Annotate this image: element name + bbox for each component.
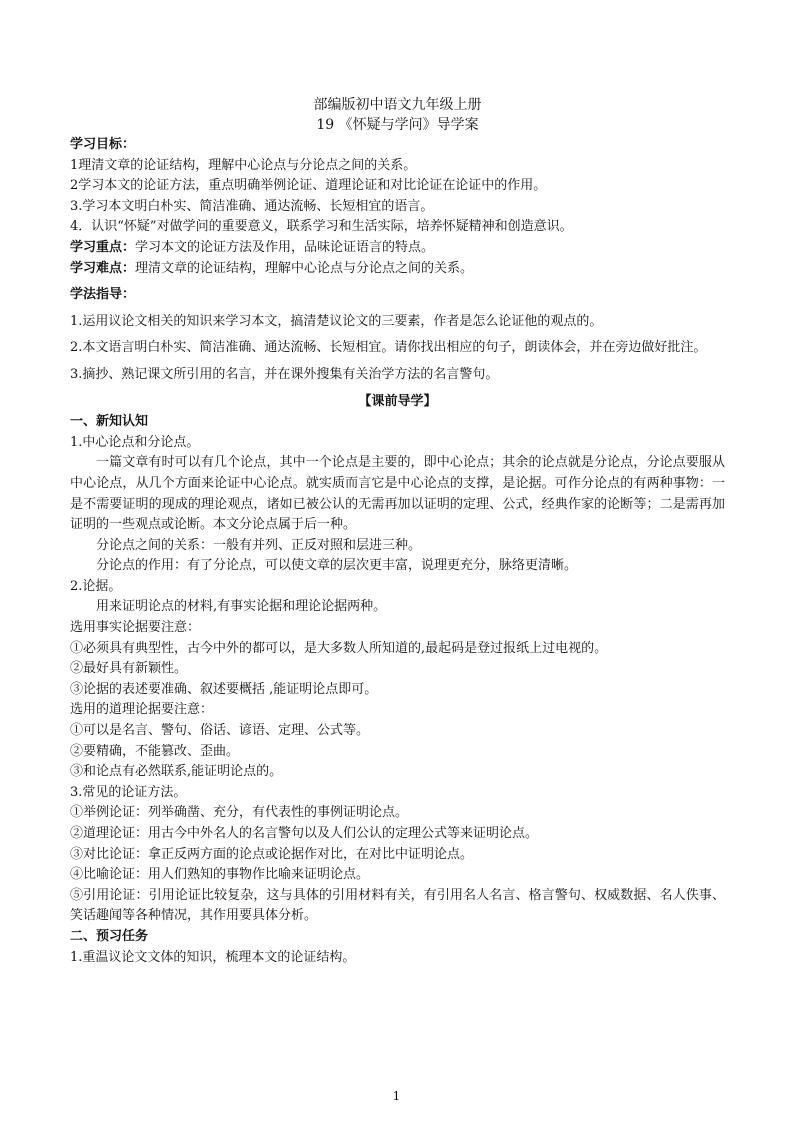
section-1-paragraph: 分论点之间的关系：一般有并列、正反对照和层进三种。 [96,537,422,553]
section-2-item: 1.重温议论文文体的知识，梳理本文的论证结构。 [70,949,356,965]
section-1-item: 1.中心论点和分论点。 [70,434,200,450]
method-item: 2.本文语言明白朴实、简洁准确、通达流畅、长短相宜。请你找出相应的句子，朗读体会，并在旁边做好批注。 [70,340,707,356]
fact-evidence-item: ③论据的表述要准确、叙述要概括 ,能证明论点即可。 [70,681,378,697]
argument-method-item: ②道理论证：用古今中外名人的名言警句以及人们公认的定理公式等来证明论点。 [70,826,539,841]
difficulty-point [70,259,725,280]
theory-evidence-heading: 选用的道理论据要注意： [70,702,214,718]
argument-method-item: ④比喻论证：用人们熟知的事物作比喻来证明论点。 [70,867,370,883]
goal-item: 1理清文章的论证结构，理解中心论点与分论点之间的关系。 [70,157,417,173]
fact-evidence-item: ②最好具有新颖性。 [70,661,188,677]
argument-method-item: ⑤引用论证：引用论证比较复杂，这与具体的引用材料有关，有引用名人名言、格言警句、权威数据、名人佚事、笑话趣闻等各种情况，其作用要具体分析。 [70,887,725,924]
page-number: 1 [392,1089,401,1103]
fact-evidence-item: ①必须具有典型性，古今中外的都可以，是大多数人所知道的,最起码是登过报纸上过电视的。 [70,640,608,656]
section-1-heading: 一、新知认知 [70,414,149,430]
method-heading: 学法指导： [70,287,136,303]
key-point-label: 学习重点： [70,239,136,255]
document-body [70,95,725,968]
difficulty-label: 学习难点： [70,260,136,276]
pre-study-heading: 【课前导学】 [358,393,437,409]
key-point [70,238,725,259]
argument-method-item: ③对比论证：拿正反两方面的论点或论据作对比，在对比中证明论点。 [70,846,474,862]
section-1-paragraph: 一篇文章有时可以有几个论点，其中一个论点是主要的，即中心论点；其余的论点就是分论点，分论点要服从中心论点，从几个方面来论证中心论点。就实质而言它是中心论点的支撑，是论据。可作分论点的有两种事物：一是不需要证明的现成的理论观点，诸如已被公认的无需再加以证明的定理、公式，经典作家的论断等；二是需再加证明的一些观点或论断。本文分论点属于后一种。 [70,455,725,533]
key-point-text: 学习本文的论证方法及作用，品味论证语言的特点。 [135,239,435,255]
fact-evidence-heading: 选用事实论据要注意： [70,620,201,636]
method-item: 1.运用议论文相关的知识来学习本文，搞清楚议论文的三要素，作者是怎么论证他的观点的。 [70,313,603,329]
theory-evidence-item: ③和论点有必然联系,能证明论点的。 [70,764,283,780]
section-1-paragraph: 分论点的作用：有了分论点，可以使文章的层次更丰富，说理更充分，脉络更清晰。 [96,558,578,574]
document-subtitle: 19 《怀疑与学问》导学案 [316,117,479,133]
goal-item: 2学习本文的论证方法，重点明确举例论证、道理论证和对比论证在论证中的作用。 [70,178,547,194]
theory-evidence-item: ②要精确，不能篡改、歪曲。 [70,743,240,759]
difficulty-text: 理清文章的论证结构，理解中心论点与分论点之间的关系。 [135,260,474,276]
argument-method-item: ①举例论证：列举确凿、充分，有代表性的事例证明论点。 [70,805,409,821]
section-1-item: 3.常见的论证方法。 [70,784,187,800]
goals-heading: 学习目标： [70,137,136,152]
document-title: 部编版初中语文九年级上册 [313,97,482,113]
section-2-heading: 二、预习任务 [70,928,149,944]
method-item: 3.摘抄、熟记课文所引用的名言，并在课外搜集有关治学方法的名言警句。 [70,366,499,382]
goal-item: 4．认识“怀疑”对做学问的重要意义，联系学习和生活实际，培养怀疑精神和创造意识。 [70,219,573,235]
section-1-item: 2.论据。 [70,578,122,594]
theory-evidence-item: ①可以是名言、警句、俗话、谚语、定理、公式等。 [70,723,370,739]
goal-item: 3.学习本文明白朴实、简洁准确、通达流畅、长短相宜的语言。 [70,198,434,214]
section-1-paragraph: 用来证明论点的材料,有事实论据和理论论据两种。 [96,599,387,615]
